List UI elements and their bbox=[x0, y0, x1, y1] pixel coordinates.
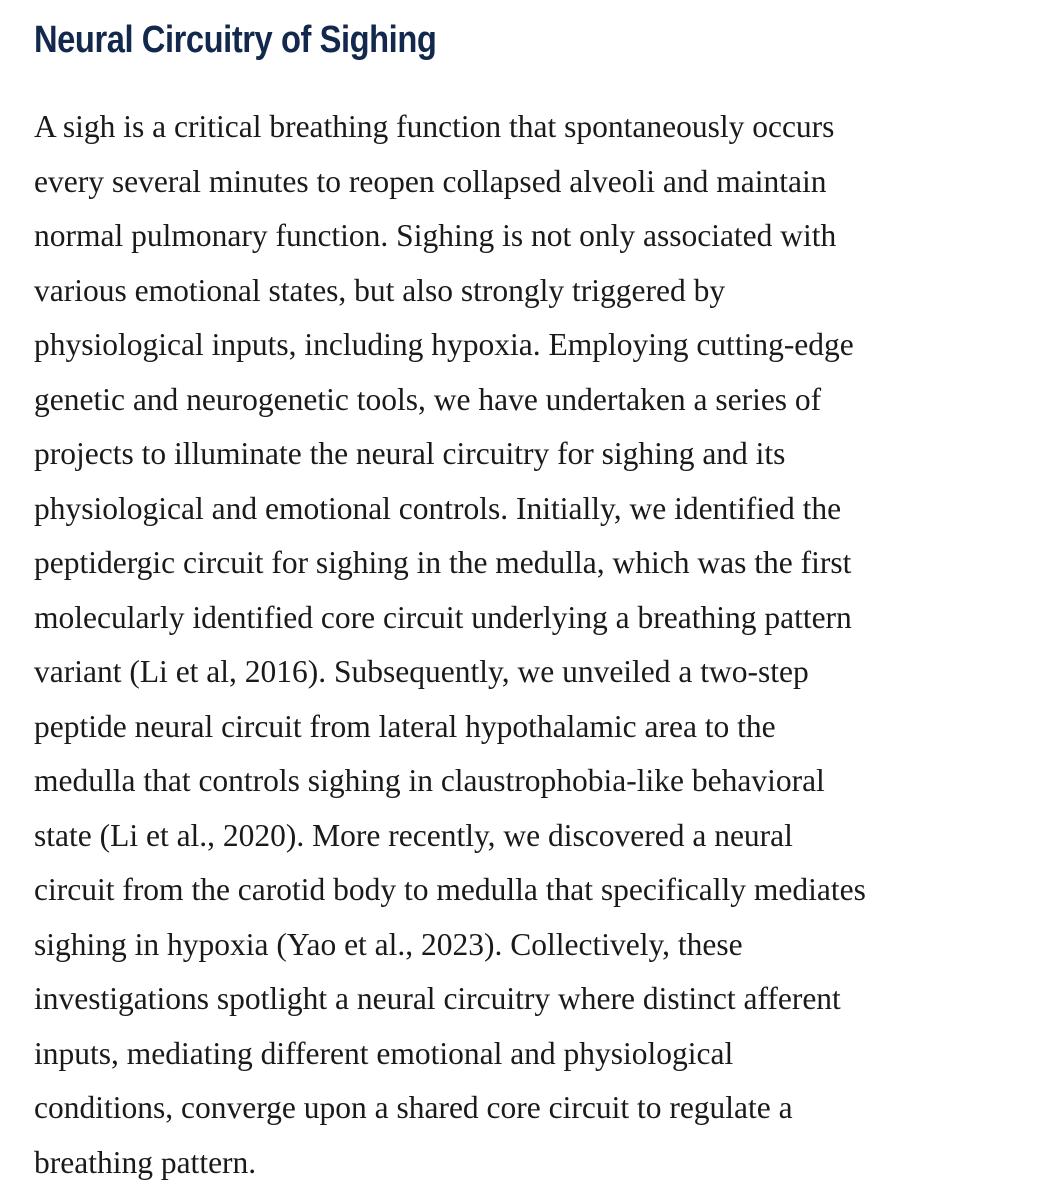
paragraph-line: state (Li et al., 2020). More recently, we discovered a neural bbox=[34, 817, 793, 853]
section-paragraph bbox=[34, 100, 1017, 1190]
paragraph-line: projects to illuminate the neural circuitry for sighing and its bbox=[34, 436, 786, 471]
paragraph-line: variant (Li et al, 2016). Subsequently, we unveiled a two-step bbox=[34, 654, 809, 689]
paragraph-line: molecularly identified core circuit underlying a breathing pattern bbox=[34, 599, 852, 635]
paragraph-line: inputs, mediating different emotional and physiological bbox=[34, 1035, 734, 1071]
paragraph-line: physiological and emotional controls. Initially, we identified the bbox=[34, 490, 842, 526]
paragraph-line: every several minutes to reopen collapsed alveoli and maintain bbox=[34, 163, 827, 199]
paragraph-line: breathing pattern. bbox=[34, 1144, 257, 1180]
paragraph-line: genetic and neurogenetic tools, we have undertaken a series of bbox=[34, 381, 822, 417]
paragraph-line: normal pulmonary function. Sighing is not only associated with bbox=[34, 218, 837, 253]
paragraph-line: medulla that controls sighing in claustrophobia-like behavioral bbox=[34, 763, 825, 798]
paragraph-line: investigations spotlight a neural circuitry where distinct afferent bbox=[34, 981, 841, 1016]
section-title: Neural Circuitry of Sighing bbox=[34, 19, 437, 61]
paragraph-line: A sigh is a critical breathing function that spontaneously occurs bbox=[34, 109, 835, 144]
paragraph-line: circuit from the carotid body to medulla that specifically mediates bbox=[34, 872, 866, 907]
paragraph-line: physiological inputs, including hypoxia. Employing cutting-edge bbox=[34, 327, 854, 362]
paragraph-line: peptidergic circuit for sighing in the medulla, which was the first bbox=[34, 545, 852, 580]
paragraph-line: peptide neural circuit from lateral hypothalamic area to the bbox=[34, 708, 776, 744]
paragraph-line: various emotional states, but also strongly triggered by bbox=[34, 272, 726, 308]
paragraph-line: sighing in hypoxia (Yao et al., 2023). Collectively, these bbox=[34, 926, 743, 962]
paragraph-line: conditions, converge upon a shared core circuit to regulate a bbox=[34, 1090, 793, 1125]
